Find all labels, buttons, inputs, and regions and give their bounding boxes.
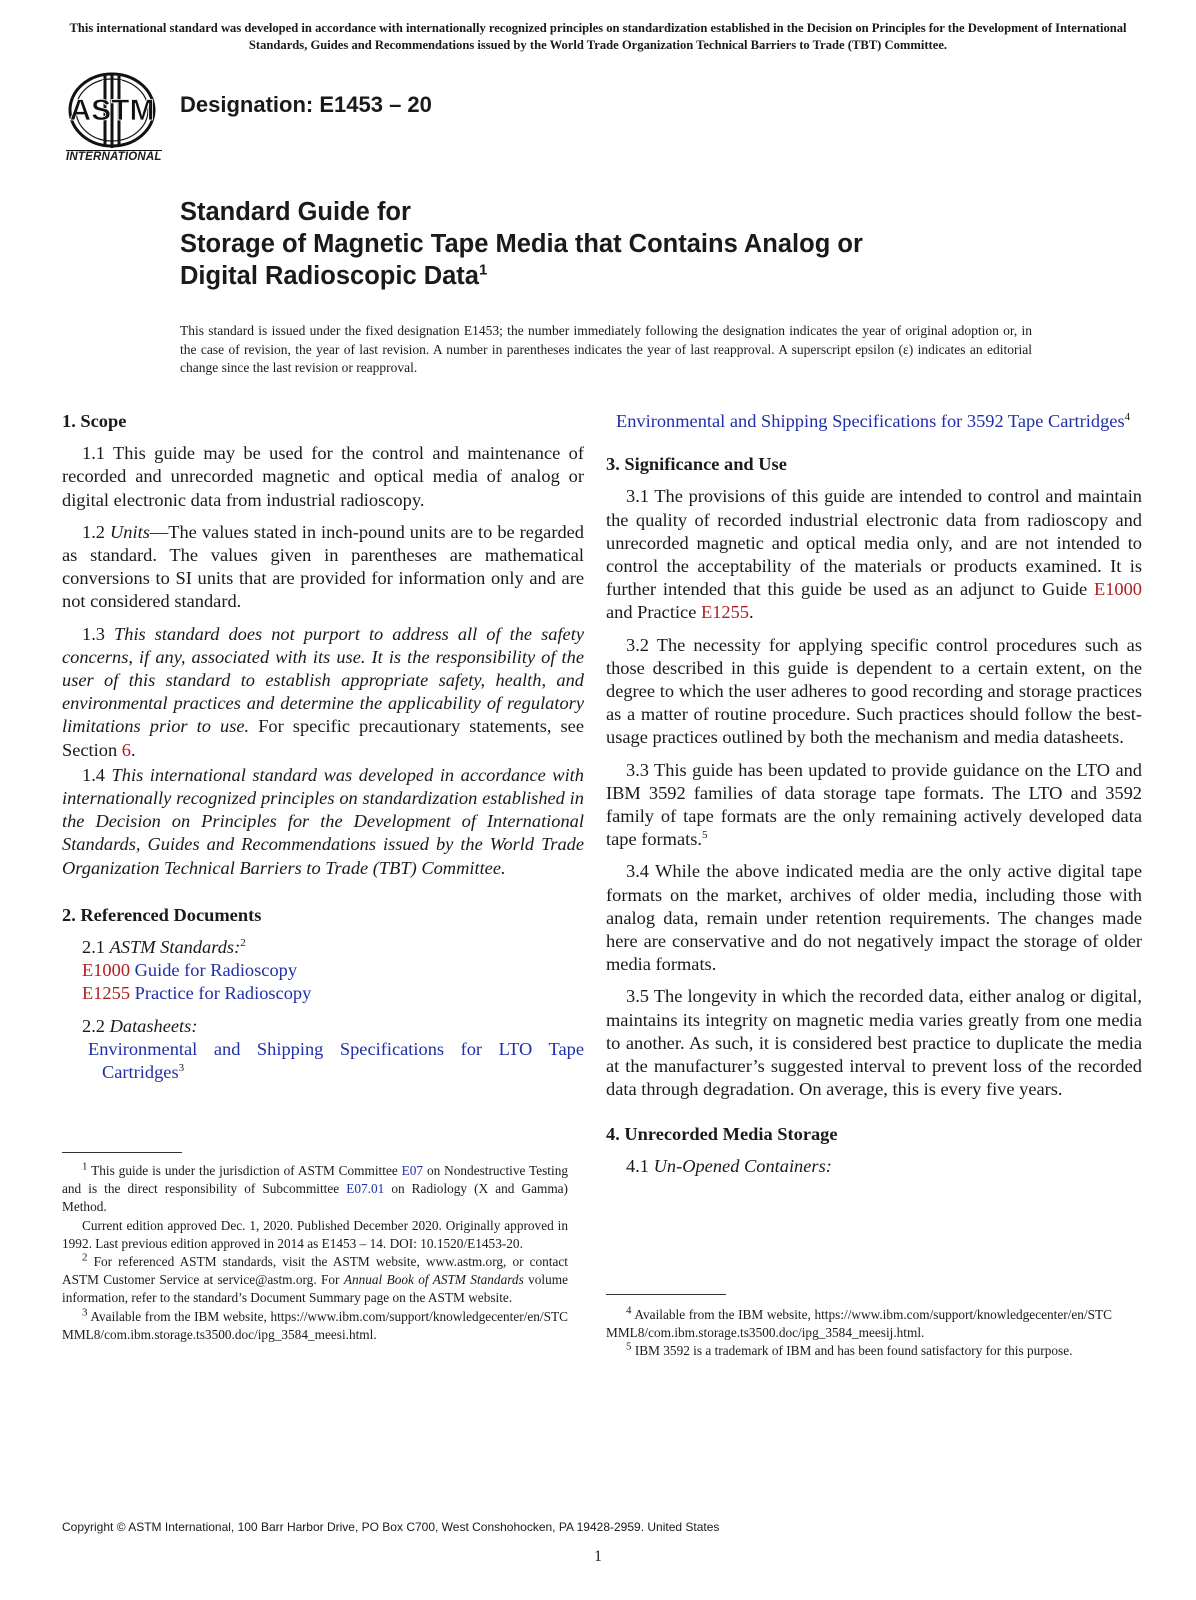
ref-e1255[interactable] — [62, 982, 584, 1005]
footnote-5-mark[interactable]: 5 — [702, 829, 708, 842]
title-line-2: Storage of Magnetic Tape Media that Contains Analog or — [180, 230, 863, 258]
ref-e1255-inline-link[interactable]: E1255 — [700, 602, 749, 623]
ref-e1000-title[interactable]: Guide for Radioscopy — [130, 960, 298, 981]
section-heading-unrecorded-media: 4. Unrecorded Media Storage — [606, 1124, 838, 1145]
astm-logo — [62, 66, 168, 166]
datasheet-lto[interactable] — [62, 1038, 584, 1084]
footnote-2: $^2$ For referenced ASTM standards, visit the ASTM website, www.astm.org, or contact ASTM Customer Service at service@astm.org. For Annual Book of ASTM Standards volume information, refer to the standard’s Document Summary page on the ASTM website. — [62, 1251, 568, 1306]
footnotes-left — [62, 1162, 568, 1344]
designation: Designation: E1453 – 20 — [180, 92, 432, 117]
para-1-4: 1.4 This international standard was developed in accordance with internationally recognized principles on standardization established in the Decision on Principles for the Development of International Standards, Guides and Recommendations issued by the World Trade Organization Technical Barriers to Trade (TBT) Committee. — [62, 764, 584, 878]
datasheet-lto-link[interactable]: Environmental and Shipping Specifications for LTO Tape Cartridges — [88, 1038, 584, 1083]
section-6-link[interactable]: 6 — [121, 739, 131, 760]
footnote-2-mark[interactable]: 2 — [240, 936, 246, 949]
para-4-1: 4.1 Un-Opened Containers: — [626, 1155, 832, 1176]
para-3-2: 3.2 The necessity for applying specific control procedures such as those described in this guide is dependent to a certain extent, on the degree to which the user adheres to good recording and storage practices as a matter of routine procedure. Such practices should follow the best-usage practices outlined by both the mechanism and media datasheets. — [606, 634, 1142, 748]
section-heading-significance: 3. Significance and Use — [606, 454, 787, 475]
document-title — [180, 196, 1080, 292]
para-3-3: 3.3 This guide has been updated to provide guidance on the LTO and IBM 3592 families of data storage tape formats. The LTO and 3592 family of tape formats are the only remaining actively developed data tape formats.$^5$ — [606, 759, 1142, 850]
title-footnote-mark[interactable]: 1 — [478, 261, 488, 279]
svg-text:ASTM: ASTM — [69, 94, 155, 127]
ref-e1000[interactable] — [62, 959, 584, 982]
para-1-3: 1.3 This standard does not purport to address all of the safety concerns, if any, associated with its use. It is the responsibility of the user of this standard to establish appropriate safety, health, and environmental practices and determine the applicability of regulatory limitations prior to use. For specific precautionary statements, see Section 6. — [62, 623, 584, 760]
title-line-1: Standard Guide for — [180, 198, 411, 226]
para-3-1: 3.1 The provisions of this guide are intended to control and maintain the quality of recorded industrial electronic data from radioscopy and unrecorded magnetic and optical media only, and are not intended to control the acceptability of the materials or products examined. It is further intended that this guide be used as an adjunct to Guide E1000 and Practice E1255. — [606, 486, 1142, 623]
issue-note: This standard is issued under the fixed designation E1453; the number immediately following the designation indicates the year of original adoption or, in the case of revision, the year of last revision. A number in parentheses indicates the year of last reapproval. A superscript epsilon (ε) indicates an editorial change since the last revision or reapproval. — [180, 323, 1032, 375]
right-column — [606, 410, 1142, 1178]
ref-e1255-title[interactable]: Practice for Radioscopy — [130, 983, 312, 1004]
datasheet-3592-link[interactable]: Environmental and Shipping Specifications for 3592 Tape Cartridges — [616, 411, 1125, 431]
para-3-5: 3.5 The longevity in which the recorded data, either analog or digital, maintains its integrity on magnetic media varies greatly from one media to another. As such, it is considered best practice to duplicate the media at the manufacturer’s suggested interval to prevent loss of the recorded data through degradation. On average, this is every five years. — [606, 986, 1142, 1100]
footnote-3-mark[interactable]: 3 — [178, 1061, 185, 1074]
footnote-3: $^3$ Available from the IBM website, https://www.ibm.com/support/knowledgecenter/en/STCMML8/com.ibm.storage.ts3500.doc/ipg_3584_meesi.html. — [62, 1306, 568, 1342]
logo-subtext: INTERNATIONAL — [66, 151, 162, 163]
section-heading-referenced-documents: 2. Referenced Documents — [62, 904, 262, 925]
left-column — [62, 410, 584, 1084]
copyright-footer: Copyright © ASTM International, 100 Barr Harbor Drive, PO Box C700, West Conshohocken, PA 19428-2959. United States — [62, 1520, 720, 1534]
para-1-1: 1.1 This guide may be used for the control and maintenance of recorded and unrecorded magnetic and optical media of analog or digital electronic data from industrial radioscopy. — [62, 443, 584, 510]
footnote-4-mark[interactable]: 4 — [1124, 410, 1131, 423]
para-2-1: 2.1 ASTM Standards:$^2$ — [82, 936, 246, 958]
datasheet-3592[interactable] — [606, 410, 1142, 433]
title-line-3: Digital Radioscopic Data — [180, 262, 479, 290]
section-heading-scope: 1. Scope — [62, 411, 127, 431]
ref-e1000-code[interactable]: E1000 — [82, 960, 131, 981]
footnote-5: $^5$ IBM 3592 is a trademark of IBM and has been found satisfactory for this purpose. — [626, 1340, 1073, 1359]
footnote-4: $^4$ Available from the IBM website, https://www.ibm.com/support/knowledgecenter/en/STCMML8/com.ibm.storage.ts3500.doc/ipg_3584_meesij.html. — [606, 1304, 1112, 1341]
footnote-1: $^1$ This guide is under the jurisdiction of ASTM Committee E07 on Nondestructive Testing and is the direct responsibility of Subcommittee E07.01 on Radiology (X and Gamma) Method. — [62, 1160, 568, 1215]
subcommittee-e07-01-link[interactable]: E07.01 — [346, 1181, 385, 1197]
footnote-1-edition: Current edition approved Dec. 1, 2020. Published December 2020. Originally approved in 1992. Last previous edition approved in 2014 as E1453 – 14. DOI: 10.1520/E1453-20. — [62, 1217, 568, 1251]
ref-e1000-inline-link[interactable]: E1000 — [1093, 579, 1142, 600]
top-notice: This international standard was developed in accordance with internationally recognized principles on standardization established in the Decision on Principles for the Development of International Standards, Guides and Recommendations issued by the World Trade Organization Technical Barriers to Trade (TBT) Committee. — [69, 21, 1127, 52]
ref-e1255-code[interactable]: E1255 — [82, 983, 131, 1004]
footnote-divider-right — [606, 1294, 726, 1295]
para-3-4: 3.4 While the above indicated media are the only active digital tape formats on the market, archives of older media, including those with analog data, remain under retention requirements. The changes made here are conservative and do not negatively impact the storage of older media formats. — [606, 861, 1142, 975]
para-1-2: 1.2 Units—The values stated in inch-pound units are to be regarded as standard. The values given in parentheses are mathematical conversions to SI units that are provided for information only and are not considered standard. — [62, 521, 584, 612]
page-number: 1 — [594, 1548, 602, 1565]
para-2-2: 2.2 Datasheets: — [82, 1015, 198, 1036]
footnote-divider-left — [62, 1152, 182, 1153]
committee-e07-link[interactable]: E07 — [401, 1163, 424, 1178]
footnotes-right — [606, 1306, 1112, 1361]
